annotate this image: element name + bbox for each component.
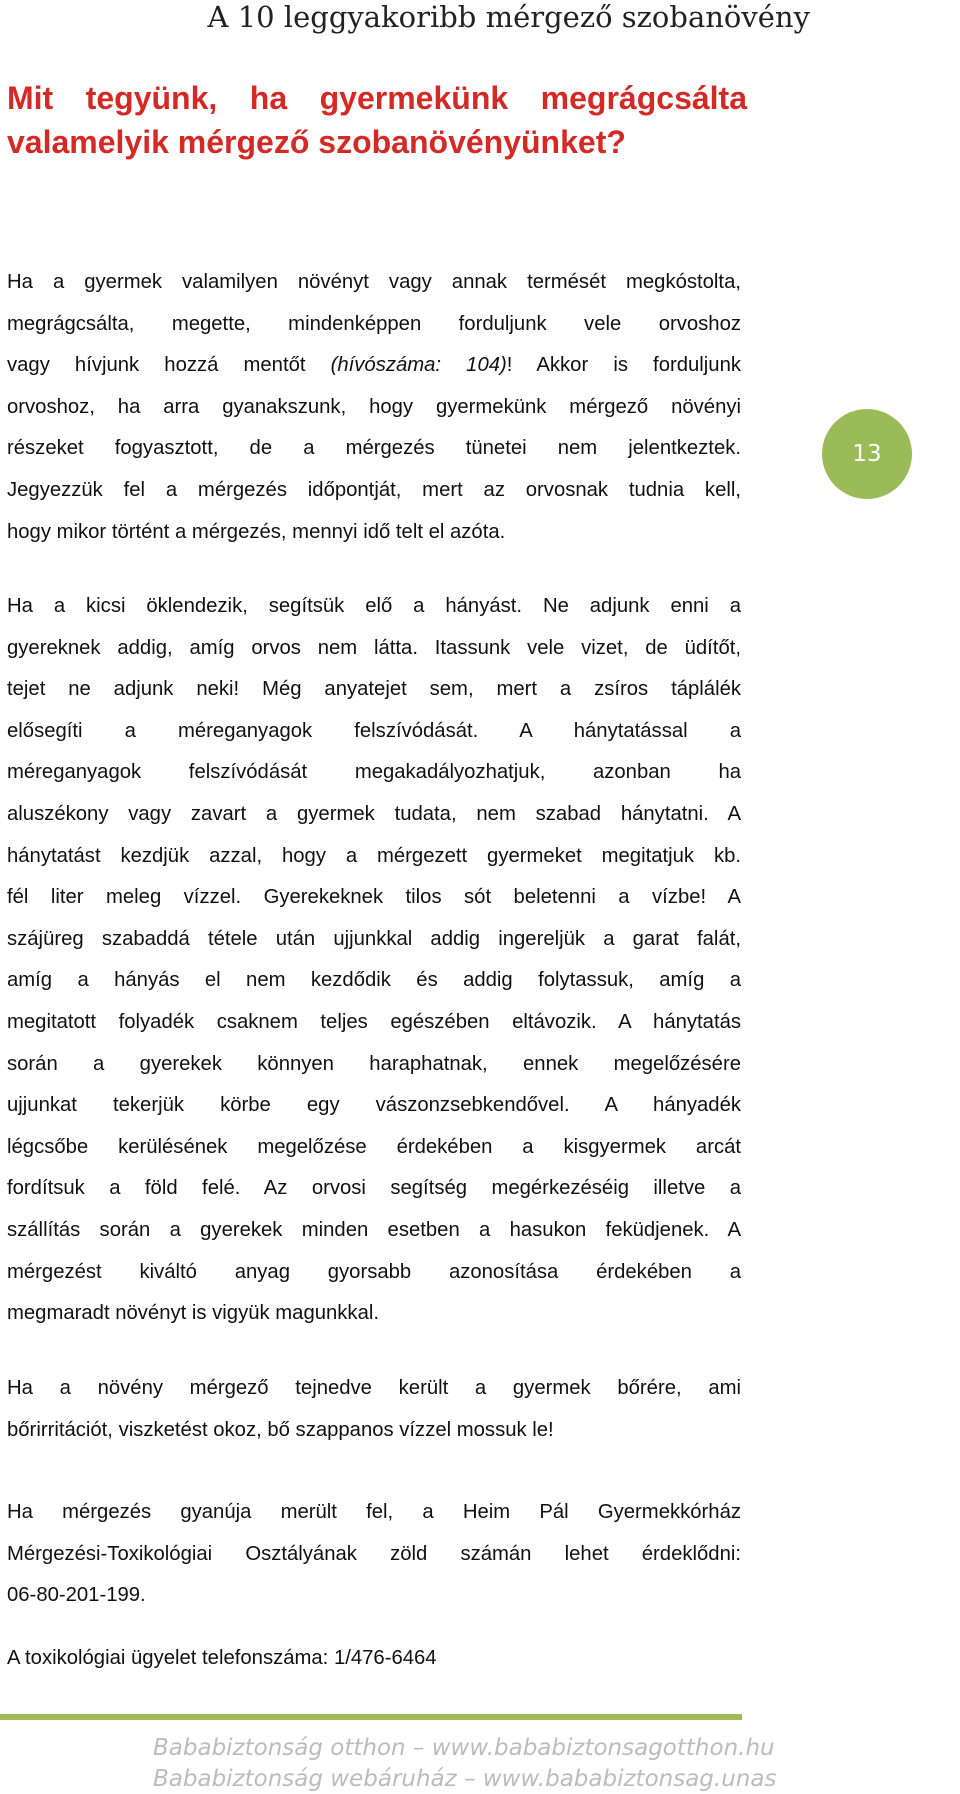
paragraph-what-to-do bbox=[7, 262, 741, 553]
paragraph-skin-contact bbox=[7, 1368, 741, 1451]
text-line: Ha a gyermek valamilyen növényt vagy annak termését megkóstolta, bbox=[7, 271, 741, 293]
text-line: Ha mérgezés gyanúja merült fel, a Heim Pál Gyermekkórház bbox=[7, 1501, 741, 1523]
text-line: Mérgezési-Toxikológiai Osztályának zöld számán lehet érdeklődni: bbox=[7, 1542, 741, 1565]
running-header-title: A 10 leggyakoribb mérgező szobanövény bbox=[207, 0, 810, 34]
text-line: Ha a kicsi öklendezik, segítsük elő a hányást. Ne adjunk enni a bbox=[7, 595, 741, 617]
text-line: hogy mikor történt a mérgezés, mennyi idő telt el azóta. bbox=[7, 520, 506, 543]
toxicology-phone-line: A toxikológiai ügyelet telefonszáma: 1/476-6464 bbox=[7, 1647, 437, 1669]
paragraph-toxicology-phone bbox=[7, 1638, 741, 1680]
text-line: megrágcsálta, megette, mindenképpen forduljunk vele orvoshoz bbox=[7, 312, 741, 335]
text-line: méreganyagok felszívódását megakadályozhatjuk, azonban ha bbox=[7, 761, 741, 784]
text-line: amíg a hányás el nem kezdődik és addig folytassuk, amíg a bbox=[7, 969, 741, 992]
section-heading bbox=[7, 76, 747, 164]
text-line: mérgezést kiváltó anyag gyorsabb azonosítása érdekében a bbox=[7, 1260, 741, 1283]
heading-line-1: Mit tegyünk, ha gyermekünk megrágcsálta bbox=[7, 80, 747, 116]
ambulance-number-note: (hívószáma: 104) bbox=[330, 354, 507, 377]
footer-line-home-safety: Bababiztonság otthon – www.bababiztonsagotthon.hu bbox=[153, 1735, 775, 1761]
text-line: során a gyerekek könnyen haraphatnak, ennek megelőzésére bbox=[7, 1052, 741, 1075]
text-line: aluszékony vagy zavart a gyermek tudata, nem szabad hánytatni. A bbox=[7, 802, 741, 825]
text-line-ambulance bbox=[7, 345, 741, 387]
text-line: ujjunkat tekerjük körbe egy vászonzsebkendővel. A hányadék bbox=[7, 1094, 741, 1117]
text-fragment: ! Akkor is forduljunk bbox=[506, 354, 741, 377]
text-line: gyereknek addig, amíg orvos nem látta. Itassunk vele vizet, de üdítőt, bbox=[7, 636, 741, 659]
text-line: fordítsuk a föld felé. Az orvosi segítség megérkezéséig illetve a bbox=[7, 1177, 741, 1200]
text-line: orvoshoz, ha arra gyanakszunk, hogy gyermekünk mérgező növényi bbox=[7, 395, 741, 418]
text-line: hánytatást kezdjük azzal, hogy a mérgezett gyermeket megitatjuk kb. bbox=[7, 844, 741, 867]
text-line: fél liter meleg vízzel. Gyerekeknek tilos sót beletenni a vízbe! A bbox=[7, 886, 741, 909]
text-line: elősegíti a méreganyagok felszívódását. A hánytatással a bbox=[7, 719, 741, 742]
heading-line-2: valamelyik mérgező szobanövényünket? bbox=[7, 124, 626, 160]
footer-line-webshop: Bababiztonság webáruház – www.bababiztonsag.unas bbox=[153, 1766, 777, 1792]
text-line: légcsőbe kerülésének megelőzése érdekében a kisgyermek arcát bbox=[7, 1135, 741, 1158]
text-line: részeket fogyasztott, de a mérgezés tünetei nem jelentkeztek. bbox=[7, 437, 741, 460]
text-line: tejet ne adjunk neki! Még anyatejet sem, mert a zsíros táplálék bbox=[7, 678, 741, 701]
page-number-badge: 13 bbox=[822, 409, 912, 499]
hotline-number: 06-80-201-199. bbox=[7, 1584, 146, 1607]
text-fragment: vagy hívjunk hozzá mentőt bbox=[7, 354, 331, 377]
text-line: szállítás során a gyerekek minden esetben a hasukon feküdjenek. A bbox=[7, 1218, 741, 1241]
paragraph-vomiting bbox=[7, 586, 741, 1335]
paragraph-poison-hotline bbox=[7, 1492, 741, 1617]
footer-divider bbox=[0, 1714, 742, 1720]
text-line: Jegyezzük fel a mérgezés időpontját, mert az orvosnak tudnia kell, bbox=[7, 478, 741, 501]
text-line: megmaradt növényt is vigyük magunkkal. bbox=[7, 1302, 379, 1325]
text-line: Ha a növény mérgező tejnedve került a gyermek bőrére, ami bbox=[7, 1377, 741, 1399]
text-line: bőrirritációt, viszketést okoz, bő szappanos vízzel mossuk le! bbox=[7, 1418, 554, 1441]
text-line: megitatott folyadék csaknem teljes egészében eltávozik. A hánytatás bbox=[7, 1010, 741, 1033]
text-line: szájüreg szabaddá tétele után ujjunkkal addig ingereljük a garat falát, bbox=[7, 927, 741, 950]
